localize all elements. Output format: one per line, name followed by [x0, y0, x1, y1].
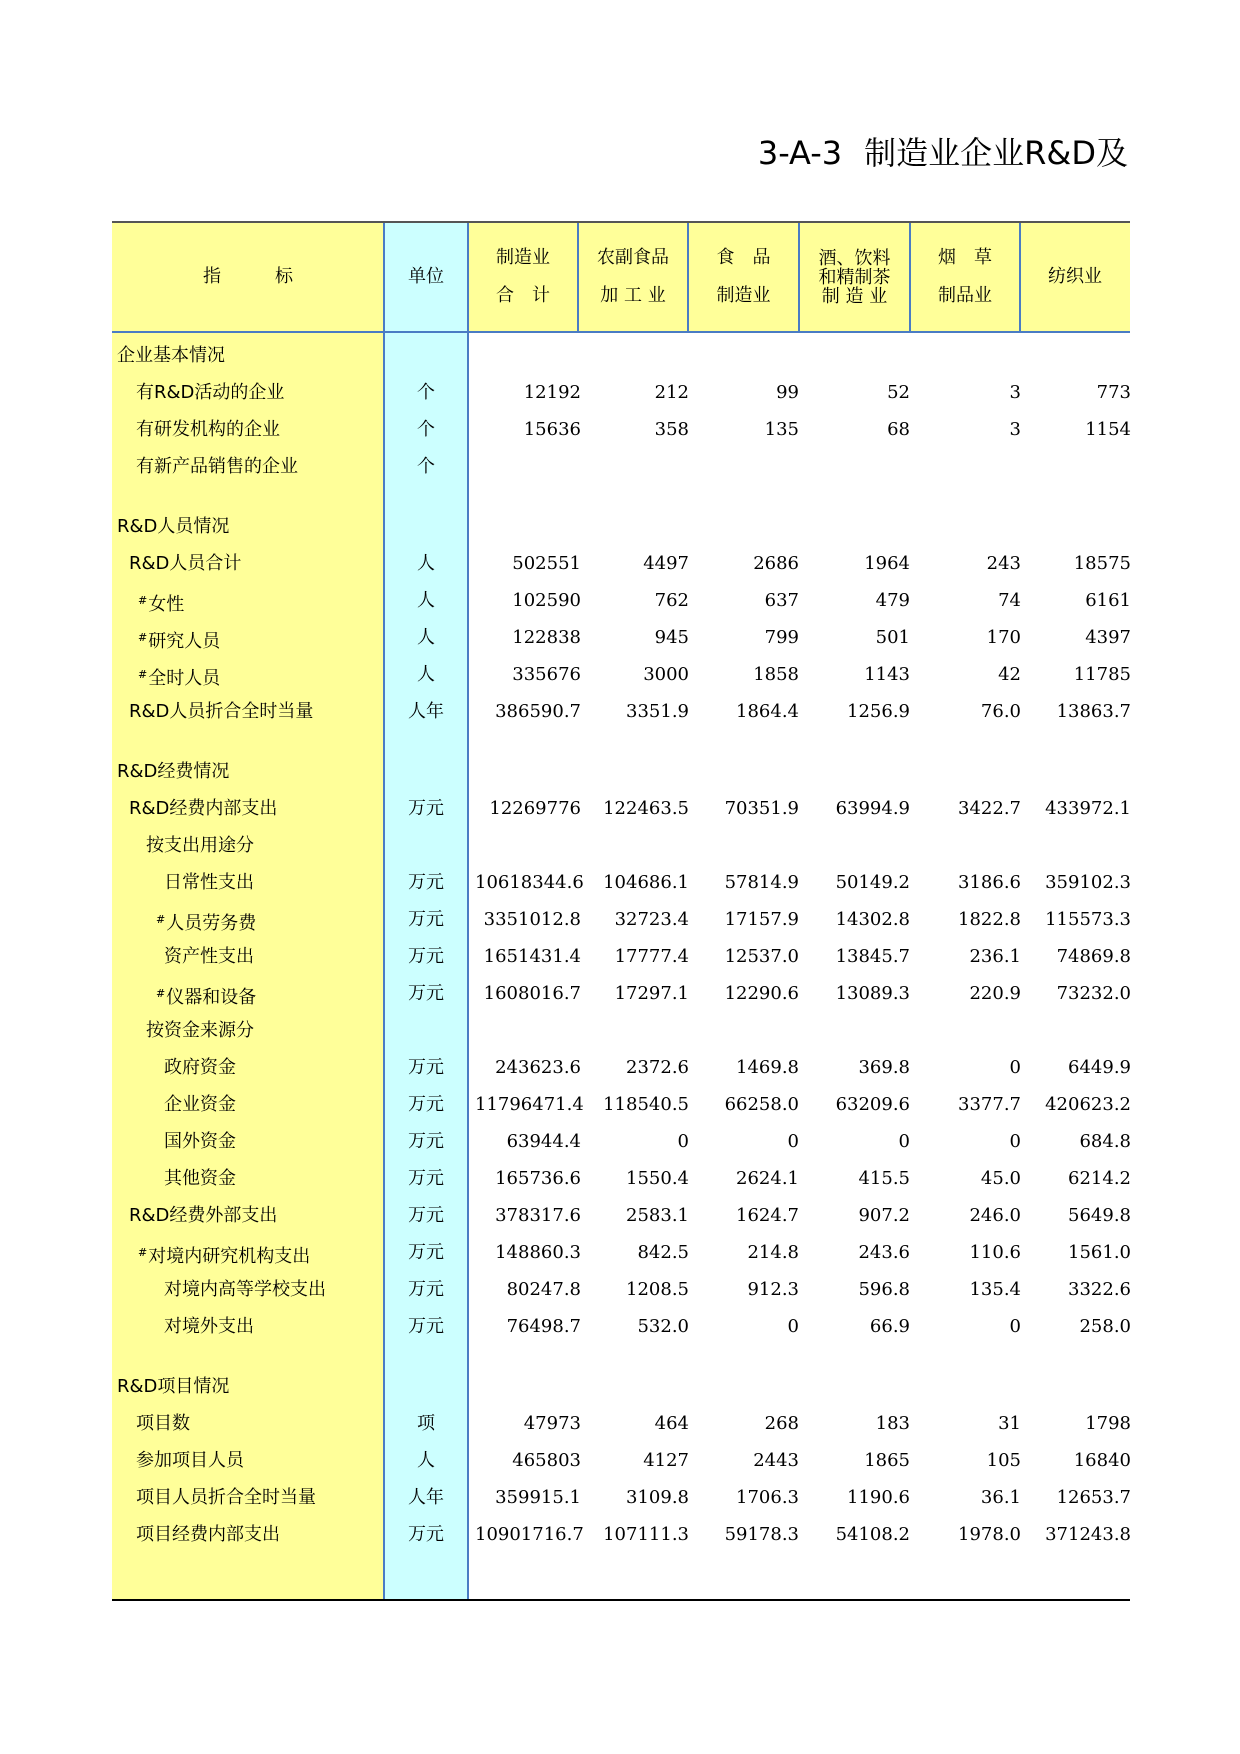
row-label	[138, 582, 184, 623]
row-value: 1651431.4	[483, 946, 581, 967]
row-value: 0	[1009, 1131, 1021, 1152]
row-value: 80247.8	[506, 1279, 581, 1300]
row-value: 1143	[864, 664, 910, 685]
row-value: 16840	[1073, 1450, 1131, 1471]
row-label-text: 按资金来源分	[146, 1020, 254, 1041]
row-label-text: 项目情况	[157, 1376, 230, 1397]
row-value: 45.0	[980, 1168, 1021, 1189]
row-value: 464	[654, 1413, 689, 1434]
row-label	[136, 1405, 190, 1442]
row-value: 12290.6	[724, 983, 799, 1004]
row-value: 3000	[643, 664, 689, 685]
row-value: 1154	[1085, 419, 1131, 440]
row-value: 258.0	[1079, 1316, 1131, 1337]
row-value: 0	[898, 1131, 910, 1152]
row-label	[164, 1086, 236, 1123]
row-value: 14302.8	[835, 909, 910, 930]
row-value: 17777.4	[614, 946, 689, 967]
row-label-rd: R&D	[117, 761, 158, 782]
data-table	[112, 221, 1130, 1601]
row-label-text: 经费外部支出	[169, 1205, 278, 1226]
row-value: 1561.0	[1068, 1242, 1131, 1263]
row-value: 110.6	[969, 1242, 1021, 1263]
row-value: 1798	[1085, 1413, 1131, 1434]
row-value: 63209.6	[835, 1094, 910, 1115]
row-value: 4127	[643, 1450, 689, 1471]
row-value: 17297.1	[614, 983, 689, 1004]
row-label	[164, 1049, 236, 1086]
row-value: 76.0	[980, 701, 1021, 722]
row-value: 135.4	[969, 1279, 1021, 1300]
row-value: 214.8	[747, 1242, 799, 1263]
row-value: 3	[1009, 382, 1021, 403]
row-unit: 万元	[408, 1094, 444, 1115]
row-mark: #	[138, 594, 148, 607]
row-label-text: 经费情况	[157, 761, 230, 782]
row-label-text: 全时人员	[148, 668, 221, 689]
table-row	[112, 1012, 1130, 1049]
row-value: 66258.0	[724, 1094, 799, 1115]
header-col-agri-food-processing: 农副食品 加 工 业	[597, 247, 669, 306]
row-value: 799	[764, 627, 799, 648]
row-value: 1469.8	[736, 1057, 799, 1078]
row-unit: 人年	[408, 1487, 444, 1508]
row-value: 32723.4	[614, 909, 689, 930]
row-value: 122463.5	[603, 798, 689, 819]
row-value: 4397	[1085, 627, 1131, 648]
row-value: 359915.1	[495, 1487, 581, 1508]
row-label-text: 人员折合全时当量	[169, 701, 314, 722]
table-row	[112, 1516, 1130, 1553]
row-value: 243.6	[858, 1242, 910, 1263]
row-label-text: 对境内高等学校支出	[164, 1279, 326, 1300]
table-row	[112, 1271, 1130, 1308]
row-label	[136, 374, 284, 411]
row-value: 63994.9	[835, 798, 910, 819]
row-value: 2624.1	[736, 1168, 799, 1189]
row-value: 243	[986, 553, 1021, 574]
row-label-text: 按支出用途分	[146, 835, 254, 856]
row-unit: 万元	[408, 1057, 444, 1078]
row-label-text: 对境内研究机构支出	[148, 1246, 311, 1267]
row-label	[146, 827, 254, 864]
row-unit: 人	[417, 590, 435, 611]
row-value: 57814.9	[724, 872, 799, 893]
row-label	[164, 1271, 326, 1308]
row-value: 1865	[864, 1450, 910, 1471]
row-value: 54108.2	[835, 1524, 910, 1545]
row-unit: 万元	[408, 1131, 444, 1152]
table-row	[112, 753, 1130, 790]
row-unit: 万元	[408, 1205, 444, 1226]
row-unit: 人	[417, 553, 435, 574]
header-col-beverage-tea: 酒、饮料 和精制茶 制 造 业	[818, 247, 891, 307]
row-value: 2583.1	[626, 1205, 689, 1226]
row-label	[129, 790, 277, 827]
table-row	[112, 1086, 1130, 1123]
table-row	[112, 864, 1130, 901]
row-label-text: 活动的企业	[194, 382, 285, 403]
row-label-rd: R&D	[129, 1205, 170, 1226]
table-row	[112, 1368, 1130, 1405]
table-row	[112, 901, 1130, 938]
row-value: 243623.6	[495, 1057, 581, 1078]
row-value: 47973	[523, 1413, 581, 1434]
row-label	[129, 545, 241, 582]
row-value: 6214.2	[1068, 1168, 1131, 1189]
row-value: 359102.3	[1045, 872, 1131, 893]
table-row	[112, 693, 1130, 730]
row-unit: 万元	[408, 909, 444, 930]
row-mark: #	[156, 913, 166, 926]
row-value: 66.9	[869, 1316, 910, 1337]
table-row	[112, 1123, 1130, 1160]
table-bottom-rule	[112, 1599, 1130, 1601]
row-value: 369.8	[858, 1057, 910, 1078]
row-value: 18575	[1073, 553, 1131, 574]
row-value: 378317.6	[495, 1205, 581, 1226]
row-value: 479	[875, 590, 910, 611]
table-title	[758, 128, 1128, 174]
row-value: 532.0	[637, 1316, 689, 1337]
row-value: 70351.9	[724, 798, 799, 819]
title-text-rd: R&D	[1024, 134, 1096, 172]
table-row	[112, 1442, 1130, 1479]
row-value: 1190.6	[847, 1487, 910, 1508]
row-mark: #	[138, 668, 148, 681]
row-value: 1858	[753, 664, 799, 685]
row-label-rd: R&D	[129, 701, 170, 722]
row-value: 465803	[512, 1450, 581, 1471]
table-row	[112, 1234, 1130, 1271]
row-value: 12653.7	[1056, 1487, 1131, 1508]
table-row	[112, 582, 1130, 619]
row-unit: 万元	[408, 1242, 444, 1263]
row-label-text: 有新产品销售的企业	[136, 456, 298, 477]
row-value: 1608016.7	[483, 983, 581, 1004]
table-row	[112, 656, 1130, 693]
row-value: 912.3	[747, 1279, 799, 1300]
row-label-rd: R&D	[117, 1376, 158, 1397]
row-value: 68	[887, 419, 910, 440]
row-value: 10901716.7	[475, 1524, 584, 1545]
row-value: 102590	[512, 590, 581, 611]
row-value: 31	[998, 1413, 1021, 1434]
row-value: 10618344.6	[475, 872, 584, 893]
row-label	[136, 1442, 244, 1479]
table-number: 3-A-3	[757, 134, 843, 172]
row-value: 11796471.4	[475, 1094, 584, 1115]
row-value: 1624.7	[736, 1205, 799, 1226]
row-label-text: 仪器和设备	[166, 987, 257, 1008]
row-value: 122838	[512, 627, 581, 648]
row-value: 371243.8	[1045, 1524, 1131, 1545]
row-value: 415.5	[858, 1168, 910, 1189]
row-label-text: 国外资金	[164, 1131, 236, 1152]
row-value: 0	[1009, 1057, 1021, 1078]
row-label-text: 对境外支出	[164, 1316, 254, 1337]
row-label-rd: R&D	[129, 553, 170, 574]
table-row	[112, 1049, 1130, 1086]
row-value: 3	[1009, 419, 1021, 440]
row-value: 73232.0	[1056, 983, 1131, 1004]
row-label	[156, 901, 256, 942]
row-value: 118540.5	[603, 1094, 689, 1115]
table-row	[112, 790, 1130, 827]
row-value: 17157.9	[724, 909, 799, 930]
row-value: 183	[875, 1413, 910, 1434]
row-value: 115573.3	[1045, 909, 1131, 930]
row-unit: 万元	[408, 798, 444, 819]
row-value: 842.5	[637, 1242, 689, 1263]
title-text-prefix: 制造业企业	[864, 134, 1025, 172]
row-label	[117, 1368, 229, 1405]
row-value: 15636	[523, 419, 581, 440]
table-row	[112, 374, 1130, 411]
row-label	[164, 938, 254, 975]
table-row	[112, 1197, 1130, 1234]
row-unit: 人年	[408, 701, 444, 722]
row-label	[164, 1160, 236, 1197]
row-label-text: 资产性支出	[164, 946, 254, 967]
row-value: 684.8	[1079, 1131, 1131, 1152]
row-value: 5649.8	[1068, 1205, 1131, 1226]
row-unit: 万元	[408, 946, 444, 967]
row-label-text: 参加项目人员	[136, 1450, 244, 1471]
row-value: 13845.7	[835, 946, 910, 967]
table-row	[112, 1479, 1130, 1516]
row-value: 358	[654, 419, 689, 440]
table-row	[112, 1405, 1130, 1442]
row-value: 1256.9	[847, 701, 910, 722]
row-value: 268	[764, 1413, 799, 1434]
row-label	[138, 619, 220, 660]
row-value: 1208.5	[626, 1279, 689, 1300]
row-value: 50149.2	[835, 872, 910, 893]
row-label-text: 项目经费内部支出	[136, 1524, 280, 1545]
row-value: 907.2	[858, 1205, 910, 1226]
row-label-text: 项目人员折合全时当量	[136, 1487, 316, 1508]
row-unit: 个	[417, 382, 435, 403]
row-label	[136, 448, 298, 485]
row-value: 2372.6	[626, 1057, 689, 1078]
row-value: 420623.2	[1045, 1094, 1131, 1115]
row-label	[138, 1234, 310, 1275]
table-row	[112, 1308, 1130, 1345]
row-value: 11785	[1073, 664, 1131, 685]
row-label-text: 人员情况	[157, 516, 230, 537]
row-value: 99	[776, 382, 799, 403]
row-value: 4497	[643, 553, 689, 574]
title-text-suffix: 及	[1095, 134, 1128, 172]
row-label	[164, 864, 254, 901]
row-unit: 万元	[408, 1279, 444, 1300]
row-value: 3322.6	[1068, 1279, 1131, 1300]
row-value: 165736.6	[495, 1168, 581, 1189]
row-label-text: 研究人员	[148, 631, 221, 652]
table-row	[112, 545, 1130, 582]
row-value: 0	[787, 1131, 799, 1152]
table-row	[112, 938, 1130, 975]
row-unit: 人	[417, 627, 435, 648]
table-row	[112, 508, 1130, 545]
row-label-text: 政府资金	[164, 1057, 236, 1078]
row-value: 2686	[753, 553, 799, 574]
row-label-rd: R&D	[129, 798, 170, 819]
row-value: 1550.4	[626, 1168, 689, 1189]
row-label-text: 人员劳务费	[166, 913, 257, 934]
row-label-text: 日常性支出	[164, 872, 254, 893]
row-label-rd: R&D	[154, 382, 195, 403]
row-label-prefix: 有	[136, 382, 154, 403]
row-label-text: 人员合计	[169, 553, 242, 574]
row-value: 1964	[864, 553, 910, 574]
row-value: 502551	[512, 553, 581, 574]
row-label	[136, 411, 280, 448]
row-value: 246.0	[969, 1205, 1021, 1226]
row-label	[146, 1012, 254, 1049]
row-label-text: 企业基本情况	[117, 345, 225, 366]
row-value: 12269776	[489, 798, 581, 819]
row-value: 1822.8	[958, 909, 1021, 930]
row-value: 74	[998, 590, 1021, 611]
row-value: 12537.0	[724, 946, 799, 967]
row-value: 105	[986, 1450, 1021, 1471]
row-value: 386590.7	[495, 701, 581, 722]
row-label	[136, 1479, 316, 1516]
row-value: 1706.3	[736, 1487, 799, 1508]
row-value: 596.8	[858, 1279, 910, 1300]
row-value: 773	[1096, 382, 1131, 403]
table-row	[112, 337, 1130, 374]
row-label	[129, 693, 313, 730]
row-label-rd: R&D	[117, 516, 158, 537]
row-label-text: 项目数	[136, 1413, 190, 1434]
row-unit: 万元	[408, 872, 444, 893]
row-value: 13089.3	[835, 983, 910, 1004]
row-value: 637	[764, 590, 799, 611]
table-row	[112, 1160, 1130, 1197]
row-value: 170	[986, 627, 1021, 648]
table-row	[112, 411, 1130, 448]
row-label	[129, 1197, 277, 1234]
row-mark: #	[138, 631, 148, 644]
row-unit: 万元	[408, 1316, 444, 1337]
row-value: 762	[654, 590, 689, 611]
row-value: 1864.4	[736, 701, 799, 722]
row-label	[156, 975, 256, 1016]
header-col-tobacco: 烟 草 制品业	[938, 247, 992, 306]
row-value: 36.1	[980, 1487, 1021, 1508]
row-value: 335676	[512, 664, 581, 685]
row-label-text: 企业资金	[164, 1094, 236, 1115]
header-indicator: 指 标	[203, 266, 293, 287]
row-value: 945	[654, 627, 689, 648]
row-value: 3109.8	[626, 1487, 689, 1508]
row-value: 148860.3	[495, 1242, 581, 1263]
row-value: 42	[998, 664, 1021, 685]
row-mark: #	[156, 987, 166, 1000]
row-unit: 个	[417, 456, 435, 477]
row-value: 59178.3	[724, 1524, 799, 1545]
header-col-manufacturing-total: 制造业 合 计	[496, 247, 550, 306]
row-value: 63944.4	[506, 1131, 581, 1152]
header-unit: 单位	[408, 266, 444, 287]
row-label-text: 女性	[148, 594, 185, 615]
row-value: 433972.1	[1045, 798, 1131, 819]
row-label-text: 经费内部支出	[169, 798, 278, 819]
row-value: 0	[677, 1131, 689, 1152]
row-unit: 万元	[408, 983, 444, 1004]
row-value: 0	[787, 1316, 799, 1337]
row-value: 107111.3	[603, 1524, 689, 1545]
row-value: 501	[875, 627, 910, 648]
row-value: 135	[764, 419, 799, 440]
row-value: 3186.6	[958, 872, 1021, 893]
row-value: 212	[654, 382, 689, 403]
row-value: 220.9	[969, 983, 1021, 1004]
row-label-text: 有研发机构的企业	[136, 419, 280, 440]
row-label	[138, 656, 220, 697]
row-unit: 项	[417, 1413, 435, 1434]
row-value: 3351.9	[626, 701, 689, 722]
row-value: 13863.7	[1056, 701, 1131, 722]
row-value: 3377.7	[958, 1094, 1021, 1115]
row-label	[164, 1308, 254, 1345]
row-value: 76498.7	[506, 1316, 581, 1337]
table-row	[112, 827, 1130, 864]
row-value: 2443	[753, 1450, 799, 1471]
header-col-food-manufacturing: 食 品 制造业	[716, 247, 771, 306]
row-value: 74869.8	[1056, 946, 1131, 967]
row-value: 3422.7	[958, 798, 1021, 819]
table-row	[112, 619, 1130, 656]
row-value: 0	[1009, 1316, 1021, 1337]
table-row	[112, 975, 1130, 1012]
header-col-textile: 纺织业	[1048, 266, 1102, 287]
row-unit: 万元	[408, 1524, 444, 1545]
row-value: 6449.9	[1068, 1057, 1131, 1078]
row-label-text: 其他资金	[164, 1168, 236, 1189]
row-unit: 人	[417, 664, 435, 685]
row-value: 52	[887, 382, 910, 403]
row-value: 6161	[1085, 590, 1131, 611]
row-label	[136, 1516, 280, 1553]
row-value: 236.1	[969, 946, 1021, 967]
row-value: 3351012.8	[483, 909, 581, 930]
row-unit: 个	[417, 419, 435, 440]
row-unit: 万元	[408, 1168, 444, 1189]
row-label	[164, 1123, 236, 1160]
table-row	[112, 448, 1130, 485]
row-value: 104686.1	[603, 872, 689, 893]
row-unit: 人	[417, 1450, 435, 1471]
row-value: 1978.0	[958, 1524, 1021, 1545]
row-label	[117, 337, 225, 374]
row-mark: #	[138, 1246, 148, 1259]
row-label	[117, 753, 229, 790]
row-value: 12192	[523, 382, 581, 403]
row-label	[117, 508, 229, 545]
